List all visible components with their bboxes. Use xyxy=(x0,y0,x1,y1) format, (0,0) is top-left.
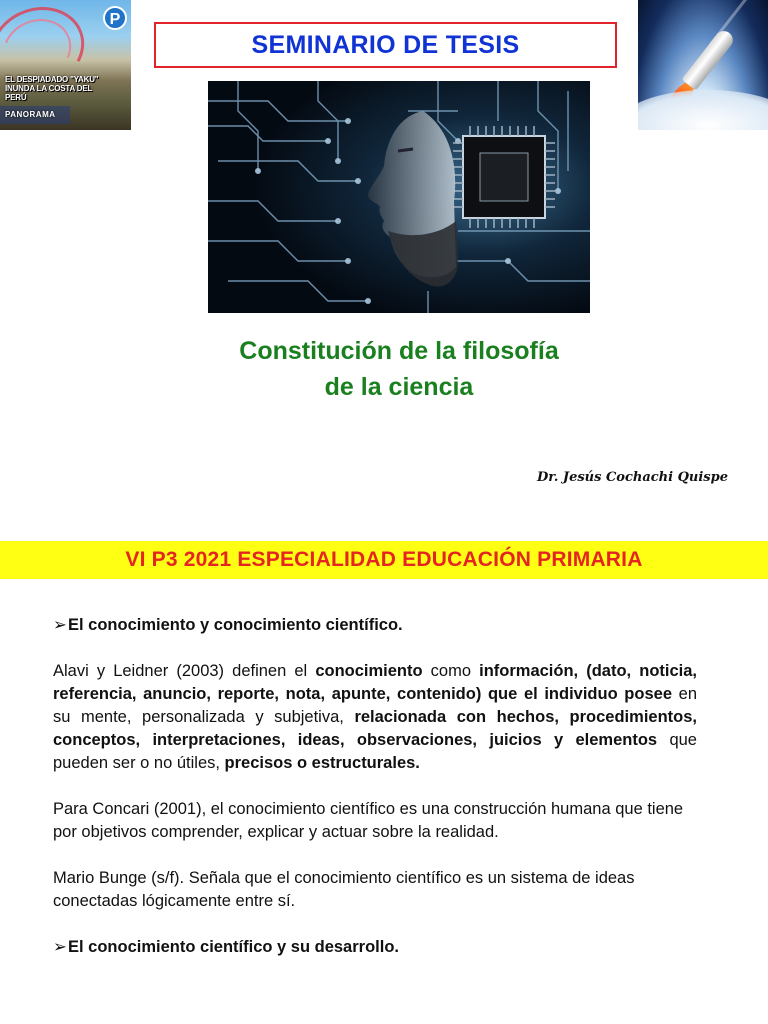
news-brand: PANORAMA xyxy=(5,110,56,119)
section-heading-1 xyxy=(53,614,697,637)
page-title: SEMINARIO DE TESIS xyxy=(251,30,520,59)
arrow-bullet-icon: ➢ xyxy=(53,616,67,634)
panorama-logo-icon: P xyxy=(103,6,127,30)
section-heading-1-text: El conocimiento y conocimiento científico. xyxy=(68,616,403,634)
circuit-board-graphic xyxy=(208,81,590,313)
para1-text-2: como xyxy=(422,662,480,680)
author-name: Dr. Jesús Cochachi Quispe xyxy=(536,470,728,485)
para1-bold-2: información, (dato, noticia, referencia, anuncio, reporte, nota, apunte, contenido) que el individuo posee xyxy=(53,662,697,703)
para1-text-1: Alavi y Leidner (2003) definen el xyxy=(53,662,316,680)
section-heading-2 xyxy=(53,936,697,959)
subtitle-line-2: de la ciencia xyxy=(324,373,474,401)
news-thumbnail xyxy=(0,0,131,130)
course-banner xyxy=(0,541,768,579)
para1-bold-1: conocimiento xyxy=(315,662,423,680)
news-headline: EL DESPIADADO "YAKU" INUNDA LA COSTA DEL PERÚ xyxy=(5,75,99,102)
banner-text: VI P3 2021 ESPECIALIDAD EDUCACIÓN PRIMARIA xyxy=(125,548,643,571)
rocket-icon xyxy=(682,27,737,90)
subtitle-line-1: Constitución de la filosofía xyxy=(239,337,559,365)
section-heading-2-text: El conocimiento científico y su desarrollo. xyxy=(68,938,399,956)
paragraph-definition xyxy=(53,660,697,775)
presentation-subtitle xyxy=(100,333,698,405)
title-box xyxy=(154,22,617,68)
rocket-thumbnail xyxy=(638,0,768,130)
para1-bold-4: precisos o estructurales. xyxy=(224,754,420,772)
para1-bold-3: relacionada con hechos, procedimientos, conceptos, interpretaciones, ideas, observaciones, juicios y elementos xyxy=(53,708,697,749)
arrow-bullet-icon: ➢ xyxy=(53,938,67,956)
cloud-layer xyxy=(638,90,768,130)
paragraph-concari: Para Concari (2001), el conocimiento científico es una construcción humana que tiene por objetivos comprender, explicar y actuar sobre la realidad. xyxy=(53,800,684,841)
document-body xyxy=(53,614,697,959)
paragraph-bunge: Mario Bunge (s/f). Señala que el conocimiento científico es un sistema de ideas conectadas lógicamente entre sí. xyxy=(53,869,635,910)
para1-text-3: en su mente, personalizada y subjetiva, xyxy=(53,685,697,726)
para1-text-4: que pueden ser o no útiles, xyxy=(53,731,697,772)
circuit-face-image xyxy=(208,81,590,313)
